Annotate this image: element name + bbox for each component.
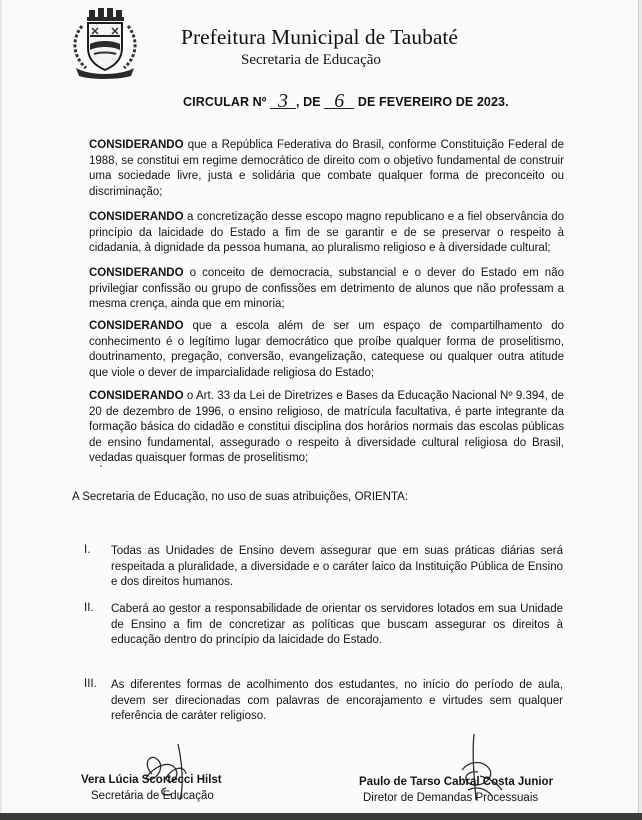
item-text: As diferentes formas de acolhimento dos estudantes, no início do período de aula, devem ser direcionadas com palavras de encorajamento e virtudes sem qualquer referência de caráter religioso. [111, 679, 563, 723]
considerando-keyword: CONSIDERANDO [89, 139, 184, 151]
circular-number: 3 [270, 94, 296, 109]
signatory-name-right: Paulo de Tarso Cabral Costa Junior [359, 776, 554, 788]
considerando-text: a concretização desse escopo magno republicano e a fiel observância do princípio da laicidade do Estado a fim de se garantir e de se preservar o respeito à cidadania, à dignidade da pessoa humana, ao pluralismo religioso e à diversidade cultural; [89, 211, 564, 255]
organization-subtitle: Secretaria de Educação [241, 52, 381, 68]
considerando-paragraph [89, 319, 564, 381]
item-text: Caberá ao gestor a responsabilidade de orientar os servidores lotados em sua Unidade de Ensino a fim de concretizar as políticas que buscam assegurar os direitos à educação dentro do princípio da laicidade do Estado. [111, 603, 563, 647]
considerando-text: que a escola além de ser um espaço de compartilhamento do conhecimento é o legítimo lugar democrático que proíbe qualquer forma de proselitismo, doutrinamento, pregação, conversão, evangelização, catequese ou qualquer outra atitude que viole o dever de imparcialidade religiosa do Estado; [89, 320, 564, 379]
considerando-keyword: CONSIDERANDO [89, 320, 184, 332]
document-page [2, 0, 639, 820]
considerando-paragraph [89, 210, 564, 257]
circular-mid: , DE [296, 95, 321, 109]
considerando-keyword: CONSIDERANDO [89, 267, 184, 279]
considerando-paragraph [89, 266, 564, 313]
circular-heading [183, 90, 513, 112]
stray-mark: ' [100, 464, 102, 475]
signatory-role-right: Diretor de Demandas Processuais [363, 792, 539, 804]
organization-title: Prefeitura Municipal de Taubaté [181, 25, 458, 49]
viewer-bottom-edge [0, 813, 642, 820]
considerando-text: o conceito de democracia, substancial e o dever do Estado em não privilegiar confissão ou grupo de confissões em detrimento de alunos que não professam a mesma crença, ainda que em minoria; [89, 267, 564, 311]
item-number: III. [84, 678, 97, 690]
item-number: I. [84, 544, 91, 556]
item-text: Todas as Unidades de Ensino devem assegurar que em suas práticas diárias será respeitada a pluralidade, a diversidade e o caráter laico da Instituição Pública de Ensino e dos direitos humanos. [111, 545, 563, 589]
signatory-name-left: Vera Lúcia Scortecci Hilst [81, 774, 222, 786]
considerando-text: o Art. 33 da Lei de Diretrizes e Bases da Educação Nacional Nº 9.394, de 20 de dezembro de 1996, o ensino religioso, de matrícula facultativa, é parte integrante da formação básica do cidadão e constitui disciplina dos horários normais das escolas públicas de ensino fundamental, assegurado o respeito à diversidade cultural religiosa do Brasil, vedadas quaisquer formas de proselitismo; [89, 390, 564, 465]
orienta-statement: A Secretaria de Educação, no uso de suas atribuições, ORIENTA: [72, 491, 409, 503]
circular-day: 6 [324, 94, 354, 109]
considerando-text: que a República Federativa do Brasil, conforme Constituição Federal de 1988, se constitui em regime democrático de direito com o objetivo fundamental de construir uma sociedade livre, justa e solidária que combate qualquer forma de preconceito ou discriminação; [89, 139, 564, 198]
considerando-paragraph [89, 138, 564, 200]
coat-of-arms-icon [68, 8, 142, 80]
considerando-paragraph [89, 389, 564, 467]
circular-suffix: DE FEVEREIRO DE 2023. [357, 95, 509, 109]
considerando-keyword: CONSIDERANDO [89, 390, 184, 402]
signatory-role-left: Secretária de Educação [91, 790, 214, 802]
considerando-keyword: CONSIDERANDO [89, 211, 184, 223]
item-number: II. [84, 602, 94, 614]
circular-prefix: CIRCULAR Nº [183, 95, 267, 109]
